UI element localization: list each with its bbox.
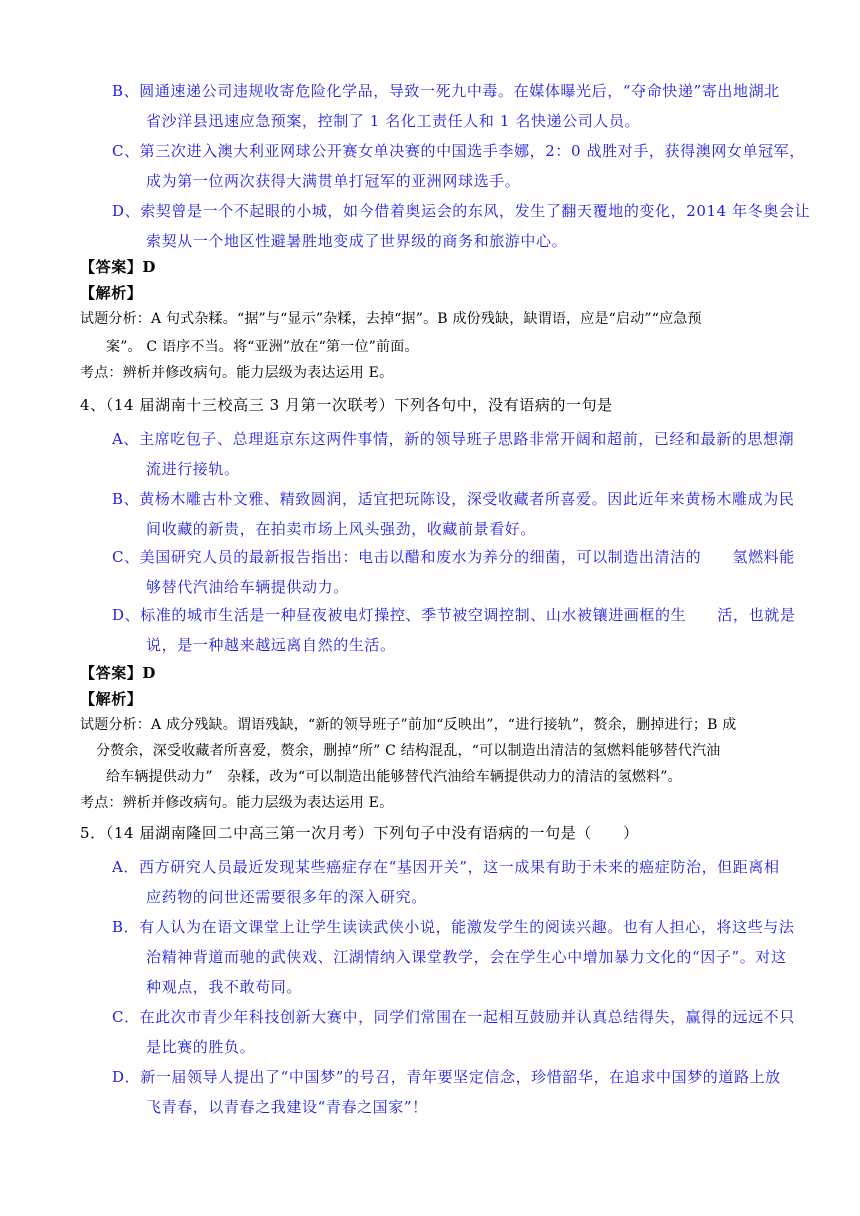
q5-option-c-line-1: C．在此次市青少年科技创新大赛中，同学们常围在一起相互鼓励并认真总结得失，赢得的远远不只 [112, 1008, 795, 1026]
q3-option-b-line-1: B、圆通速递公司违规收寄危险化学品，导致一死九中毒。在媒体曝光后，“夺命快递”寄出地湖北 [112, 82, 780, 100]
q4-option-c-line-2: 够替代汽油给车辆提供动力。 [146, 578, 349, 596]
q5-option-a-line-1: A．西方研究人员最近发现某些癌症存在“基因开关”，这一成果有助于未来的癌症防治，但距离相 [112, 858, 780, 876]
q4-analysis-line-3: 给车辆提供动力” 杂糅，改为“可以制造出能够替代汽油给车辆提供动力的清洁的氢燃料”。 [106, 769, 682, 785]
q4-kaodian: 考点：辨析并修改病句。能力层级为表达运用 E。 [80, 795, 394, 811]
q4-option-a-line-1: A、主席吃包子、总理逛京东这两件事情，新的领导班子思路非常开阔和超前，已经和最新的思想潮 [112, 430, 795, 448]
q5-option-b-line-3: 种观点，我不敢苟同。 [146, 978, 303, 996]
q3-option-c-line-1: C、第三次进入澳大利亚网球公开赛女单决赛的中国选手李娜，2：0 战胜对手，获得澳网女单冠军， [112, 142, 805, 160]
q4-option-d-line-2: 说，是一种越来越远离自然的生活。 [146, 636, 396, 654]
q4-option-b-line-2: 间收藏的新贵，在拍卖市场上风头强劲，收藏前景看好。 [146, 520, 537, 538]
q3-analysis-line-2: 案”。 C 语序不当。将“亚洲”放在“第一位”前面。 [106, 339, 419, 355]
q4-analysis-line-1: 试题分析：A 成分残缺。谓语残缺，“新的领导班子”前加“反映出”，“进行接轨”，赘余，删掉进行；B 成 [80, 717, 737, 733]
q4-option-c-line-1: C、美国研究人员的最新报告指出：电击以醋和废水为养分的细菌，可以制造出清洁的 氢燃料能 [112, 548, 795, 566]
q4-option-d-line-1: D、标准的城市生活是一种昼夜被电灯操控、季节被空调控制、山水被镶进画框的生 活，也就是 [112, 606, 796, 624]
q4-analysis-label: 【解析】 [80, 690, 143, 708]
q3-option-d-line-2: 索契从一个地区性避暑胜地变成了世界级的商务和旅游中心。 [146, 232, 568, 250]
q4-option-b-line-1: B、黄杨木雕古朴文雅、精致圆润，适宜把玩陈设，深受收藏者所喜爱。因此近年来黄杨木雕成为民 [112, 490, 795, 508]
q5-stem: 5．（14 届湖南隆回二中高三第一次月考）下列句子中没有语病的一句是（ ） [80, 824, 639, 842]
q3-kaodian: 考点：辨析并修改病句。能力层级为表达运用 E。 [80, 365, 394, 381]
q4-answer: 【答案】D [80, 664, 157, 682]
q4-analysis-line-2: 分赘余，深受收藏者所喜爱，赘余，删掉“所” C 结构混乱，“可以制造出清洁的氢燃料能够替代汽油 [96, 743, 721, 759]
q5-option-c-line-2: 是比赛的胜负。 [146, 1038, 256, 1056]
q3-analysis-label: 【解析】 [80, 284, 143, 302]
q3-option-b-line-2: 省沙洋县迅速应急预案，控制了 1 名化工责任人和 1 名快递公司人员。 [146, 112, 641, 130]
q5-option-b-line-1: B．有人认为在语文课堂上让学生读读武侠小说，能激发学生的阅读兴趣。也有人担心，将这些与法 [112, 918, 795, 936]
q5-option-d-line-1: D．新一届领导人提出了“中国梦”的号召，青年要坚定信念，珍惜韶华，在追求中国梦的道路上放 [112, 1068, 781, 1086]
q3-option-c-line-2: 成为第一位两次获得大满贯单打冠军的亚洲网球选手。 [146, 172, 521, 190]
q3-analysis-line-1: 试题分析：A 句式杂糅。“据”与“显示”杂糅，去掉“据”。B 成份残缺，缺谓语，应是“启动”“应急预 [80, 311, 702, 327]
q4-stem: 4、（14 届湖南十三校高三 3 月第一次联考）下列各句中，没有语病的一句是 [80, 396, 613, 414]
q3-answer: 【答案】D [80, 258, 157, 276]
q4-option-a-line-2: 流进行接轨。 [146, 460, 240, 478]
q5-option-a-line-2: 应药物的问世还需要很多年的深入研究。 [146, 888, 427, 906]
q3-option-d-line-1: D、索契曾是一个不起眼的小城，如今借着奥运会的东风，发生了翻天覆地的变化，2014 年冬奥会让 [112, 202, 811, 220]
q5-option-b-line-2: 治精神背道而驰的武侠戏、江湖情纳入课堂教学，会在学生心中增加暴力文化的“因子”。对这 [146, 948, 787, 966]
q5-option-d-line-2: 飞青春，以青春之我建设“青春之国家”！ [146, 1098, 428, 1116]
